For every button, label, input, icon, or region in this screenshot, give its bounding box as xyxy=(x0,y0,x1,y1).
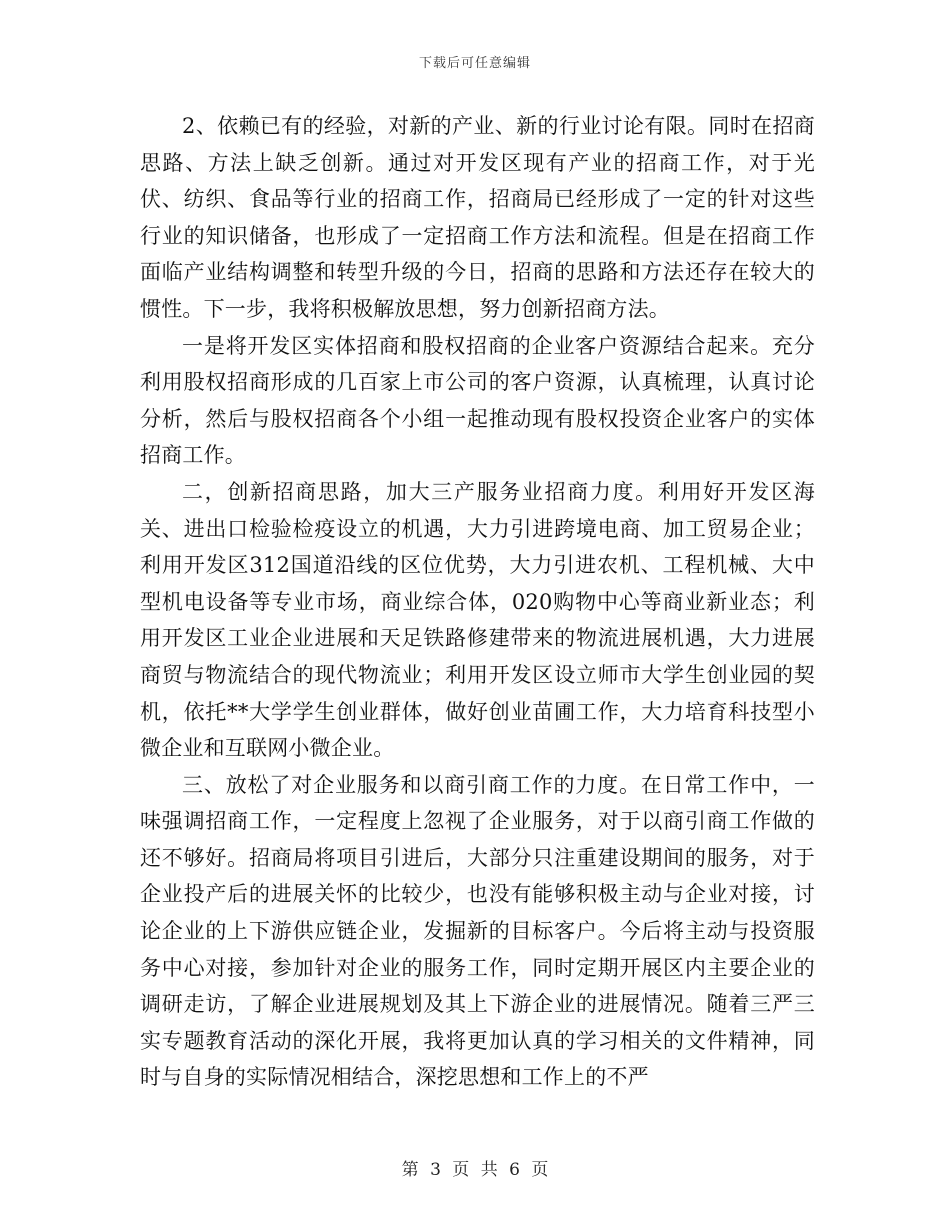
paragraph-2-lack-of-innovation: 2、依赖已有的经验，对新的产业、新的行业讨论有限。同时在招商思路、方法上缺乏创新。通过对开发区现有产业的招商工作，对于光伏、纺织、食品等行业的招商工作，招商局已经形成了一定的针对这些行业的知识储备，也形成了一定招商工作方法和流程。但是在招商工作面临产业结构调整和转型升级的今日，招商的思路和方法还存在较大的惯性。下一步，我将积极解放思想，努力创新招商方法。 xyxy=(140,114,815,321)
paragraph-combine-resources: 一是将开发区实体招商和股权招商的企业客户资源结合起来。充分利用股权招商形成的几百家上市公司的客户资源，认真梳理，认真讨论分析，然后与股权招商各个小组一起推动现有股权投资企业客户的实体招商工作。 xyxy=(140,333,815,468)
page-number-footer: 第 3 页 共 6 页 xyxy=(401,1160,549,1180)
page-header: 下载后可任意编辑 xyxy=(418,56,531,71)
paragraph-service-industry: 二，创新招商思路，加大三产服务业招商力度。利用好开发区海关、进出口检验检疫设立的机遇，大力引进跨境电商、加工贸易企业；利用开发区312国道沿线的区位优势，大力引进农机、工程机械、大中型机电设备等专业市场，商业综合体，020购物中心等商业新业态；利用开发区工业企业进展和天足铁路修建带来的物流进展机遇，大力进展商贸与物流结合的现代物流业；利用开发区设立师市大学生创业园的契机，依托**大学学生创业群体，做好创业苗圃工作，大力培育科技型小微企业和互联网小微企业。 xyxy=(140,479,815,761)
paragraph-3-enterprise-service: 三、放松了对企业服务和以商引商工作的力度。在日常工作中，一味强调招商工作，一定程度上忽视了企业服务，对于以商引商工作做的还不够好。招商局将项目引进后，大部分只注重建设期间的服务，对于企业投产后的进展关怀的比较少，也没有能够积极主动与企业对接，讨论企业的上下游供应链企业，发掘新的目标客户。今后将主动与投资服务中心对接，参加针对企业的服务工作，同时定期开展区内主要企业的调研走访，了解企业进展规划及其上下游企业的进展情况。随着三严三实专题教育活动的深化开展，我将更加认真的学习相关的文件精神，同时与自身的实际情况相结合，深挖思想和工作上的不严 xyxy=(140,772,815,1090)
document-body xyxy=(140,108,815,1096)
